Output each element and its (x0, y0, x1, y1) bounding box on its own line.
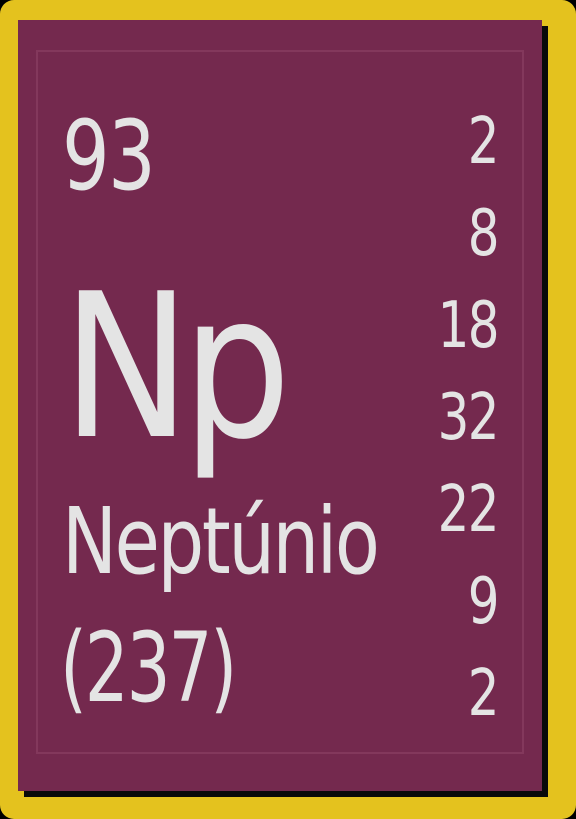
element-symbol: Np (62, 251, 283, 484)
atomic-mass: (237) (60, 612, 236, 724)
electron-shell-list (378, 105, 498, 754)
atomic-number: 93 (62, 100, 155, 212)
electron-shell-4: 32 (437, 381, 498, 455)
electron-shell-6: 9 (467, 565, 498, 639)
electron-shell-7: 2 (467, 657, 498, 731)
electron-shell-5: 22 (437, 473, 498, 547)
element-name: Neptúnio (62, 488, 378, 595)
electron-shell-2: 8 (467, 197, 498, 271)
electron-shell-1: 2 (467, 105, 498, 179)
electron-shell-3: 18 (437, 289, 498, 363)
